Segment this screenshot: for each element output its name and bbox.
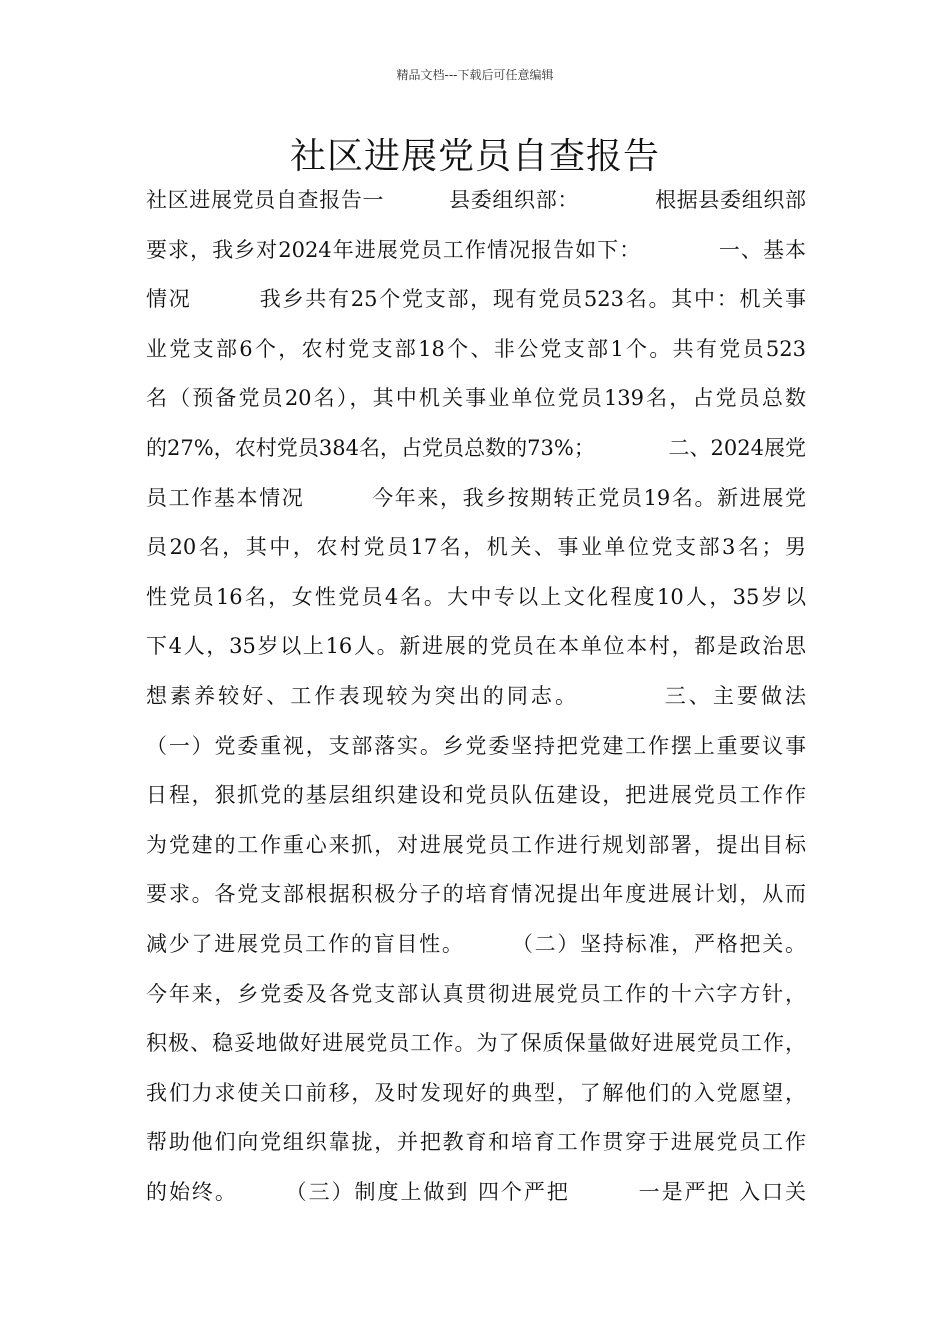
body-line: 要求。各党支部根据积极分子的培育情况提出年度进展计划，从而: [146, 882, 806, 907]
body-line: 情况 我乡共有25个党支部，现有党员523名。其中：机关事: [146, 287, 806, 312]
body-line: 的27%，农村党员384名，占党员总数的73%； 二、2024展党: [146, 435, 806, 460]
body-line: 员工作基本情况 今年来，我乡按期转正党员19名。新进展党: [146, 485, 806, 510]
body-line: 想素养较好、工作表现较为突出的同志。 三、主要做法: [146, 683, 806, 708]
body-line: 社区进展党员自查报告一 县委组织部： 根据县委组织部: [146, 188, 806, 212]
body-line: 我们力求使关口前移，及时发现好的典型，了解他们的入党愿望，: [146, 1080, 806, 1105]
page-header-note: 精品文档---下载后可任意编辑: [396, 68, 554, 82]
document-body: [146, 176, 806, 1217]
body-line: 积极、稳妥地做好进展党员工作。为了保质保量做好进展党员工作，: [146, 1031, 806, 1056]
body-line: （一）党委重视，支部落实。乡党委坚持把党建工作摆上重要议事: [146, 733, 806, 758]
body-line: 业党支部6个，农村党支部18个、非公党支部1个。共有党员523: [146, 336, 806, 361]
body-line: 性党员16名，女性党员4名。大中专以上文化程度10人，35岁以: [146, 584, 806, 609]
body-line: 要求，我乡对2024年进展党员工作情况报告如下： 一、基本: [146, 237, 806, 262]
body-line: 日程，狠抓党的基层组织建设和党员队伍建设，把进展党员工作作: [146, 783, 806, 808]
body-line: 员20名，其中，农村党员17名，机关、事业单位党支部3名；男: [146, 535, 806, 560]
document-title: 社区进展党员自查报告: [289, 136, 660, 177]
body-line: 今年来，乡党委及各党支部认真贯彻进展党员工作的十六字方针，: [146, 981, 806, 1006]
body-line: 下4人，35岁以上16人。新进展的党员在本单位本村，都是政治思: [146, 634, 806, 659]
body-line: 为党建的工作重心来抓，对进展党员工作进行规划部署，提出目标: [146, 832, 806, 857]
body-line: 减少了进展党员工作的盲目性。 （二）坚持标准，严格把关。: [146, 931, 806, 956]
body-line: 的始终。 （三）制度上做到 四个严把 一是严把 入口关: [146, 1179, 806, 1204]
body-line: 帮助他们向党组织靠拢，并把教育和培育工作贯穿于进展党员工作: [146, 1130, 806, 1155]
body-line: 名（预备党员20名），其中机关事业单位党员139名，占党员总数: [146, 386, 806, 411]
